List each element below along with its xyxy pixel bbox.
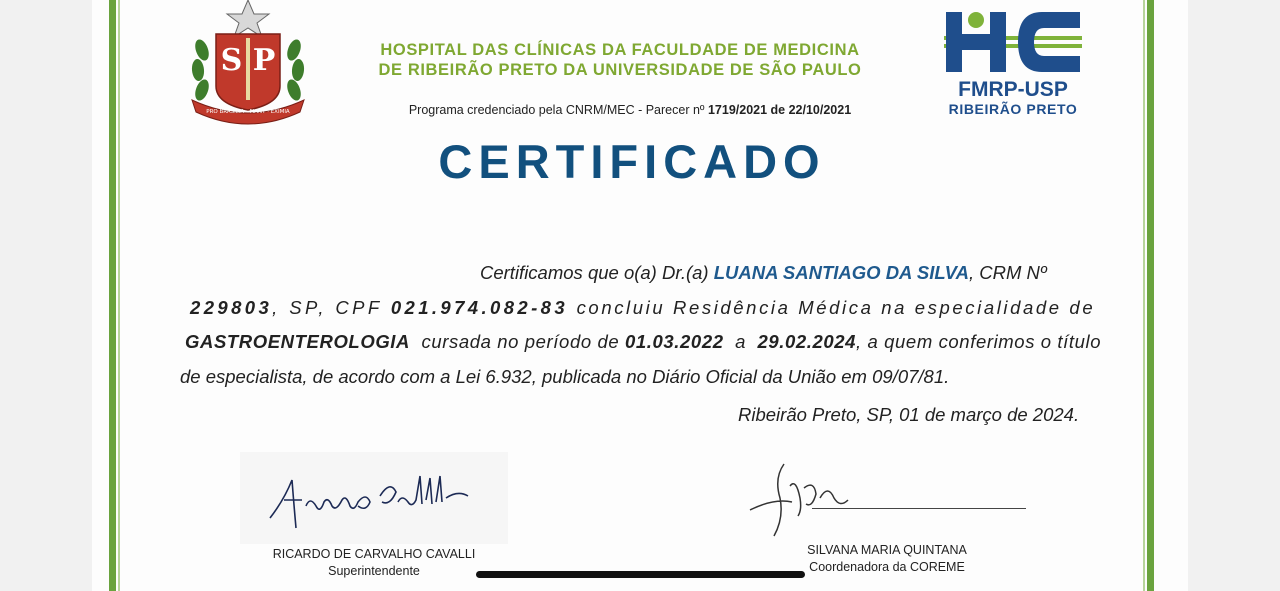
hc-fmrp-usp-logo-icon (942, 10, 1084, 120)
crest-letters: S P (220, 43, 276, 78)
program-accreditation (360, 103, 900, 117)
body-line-3: GASTROENTEROLOGIA cursada no período de 01.03.2022 a 29.02.2024, a quem conferimos o título (185, 331, 1102, 352)
certificate-title: CERTIFICADO (438, 135, 826, 188)
cpf-number: 021.974.082-83 (390, 297, 569, 318)
holder-name: LUANA SANTIAGO DA SILVA (713, 262, 969, 283)
left-signer-name: RICARDO DE CARVALHO CAVALLI (272, 547, 476, 561)
home-indicator[interactable] (476, 571, 805, 578)
start-date: 01.03.2022 (625, 331, 724, 352)
specialty: GASTROENTEROLOGIA (185, 331, 411, 352)
right-signer-name: SILVANA MARIA QUINTANA (807, 543, 967, 557)
svg-text:RIBEIRÃO PRETO: RIBEIRÃO PRETO (948, 101, 1078, 117)
body-line-4: de especialista, de acordo com a Lei 6.932, publicada no Diário Oficial da União em 09/07/81. (180, 366, 950, 387)
sao-paulo-crest-icon (186, 0, 310, 126)
right-signer-role: Coordenadora da COREME (809, 560, 965, 574)
svg-text:FMRP-USP: FMRP-USP (958, 78, 1068, 101)
crm-number: 229803 (190, 297, 273, 318)
program-number: 1719/2021 de 22/10/2021 (707, 103, 852, 117)
right-signer (800, 542, 974, 576)
right-border (1147, 0, 1154, 591)
body-line-1: Certificamos que o(a) Dr.(a) LUANA SANTIAGO DA SILVA, CRM Nº (480, 262, 1047, 283)
end-date: 29.02.2024 (757, 331, 857, 352)
place-date: Ribeirão Preto, SP, 01 de março de 2024. (738, 404, 1080, 425)
left-signature-icon (262, 466, 476, 536)
left-signer (270, 546, 478, 580)
program-prefix: Programa credenciado pela CNRM/MEC - Parecer nº (408, 103, 705, 117)
institution-line-1: HOSPITAL DAS CLÍNICAS DA FACULDADE DE MEDICINA (380, 41, 860, 59)
left-signer-role: Superintendente (328, 564, 420, 578)
institution-line-2: DE RIBEIRÃO PRETO DA UNIVERSIDADE DE SÃO PAULO (378, 61, 862, 79)
body-line-2: 229803, SP, CPF 021.974.082-83 concluiu Residência Médica na especialidade de (190, 297, 1096, 318)
svg-text:PRO BRASILIA · FIANT · EXIMIA: PRO BRASILIA · FIANT · EXIMIA (206, 109, 290, 115)
right-signature-icon (744, 458, 854, 540)
institution-name (360, 40, 880, 80)
left-border (109, 0, 116, 591)
